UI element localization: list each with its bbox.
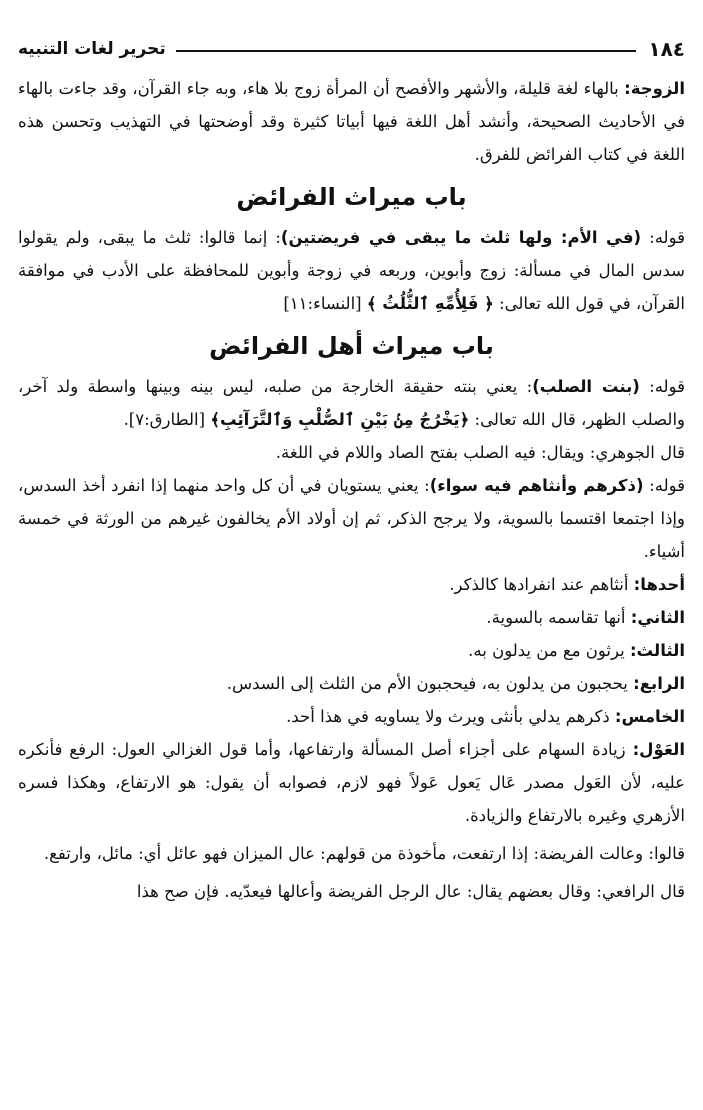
qawluh-label: قوله: xyxy=(641,228,685,247)
awl-paragraph xyxy=(18,733,685,832)
running-header xyxy=(18,34,685,64)
header-rule xyxy=(176,50,637,52)
quran-verse: ﴿ فَلِأُمِّهِ ٱلثُّلُثُ ﴾ xyxy=(366,294,494,313)
book-title: تحرير لغات التنبيه xyxy=(18,39,166,59)
intro-text: بالهاء لغة قليلة، والأشهر والأفصح أن المرأة زوج بلا هاء، وبه جاء القرآن، وقد جاءت بالهاء في الأحاديث الصحيحة، وأنشد أهل اللغة فيها أبياتا كثيرة وقد أوضحتها في التهذيب وتحسن هذه اللغة في كتاب الفرائض للفرق. xyxy=(18,79,685,164)
awl-text: زيادة السهام على أجزاء أصل المسألة وارتفاعها، وأما قول الغزالي العول: الرفع فأنكره عليه، لأن العَول مصدر عَال يَعول عَولاً فهو لازم، فصوابه أن يقول: هو الارتفاع، وهكذا فسره الأزهري وغيره بالارتفاع والزيادة. xyxy=(18,740,685,825)
quran-verse: ﴿يَخْرُجُ مِنۢ بَيْنِ ٱلصُّلْبِ وَٱلتَّرَآئِبِ﴾ xyxy=(210,410,470,429)
page-content xyxy=(18,72,685,908)
list-item-term: الثاني: xyxy=(630,608,685,627)
bint-sulb-text: : يعني بنته حقيقة الخارجة من صلبه، ليس بينه وبينها واسطة ولد آخر، والصلب الظهر، قال الله تعالى: xyxy=(18,377,685,429)
list-item xyxy=(18,700,685,733)
list-item-text: يرثون مع من يدلون به. xyxy=(468,641,630,660)
term-awl: العَوْل: xyxy=(632,740,685,759)
list-item-term: الخامس: xyxy=(614,707,685,726)
list-item-term: أحدها: xyxy=(633,575,685,594)
list-item-text: أنثاهم عند انفرادها كالذكر. xyxy=(449,575,634,594)
jawhari-paragraph: قال الجوهري: ويقال: فيه الصلب بفتح الصاد واللام في اللغة. xyxy=(275,443,685,462)
intro-paragraph xyxy=(18,72,685,171)
quoted-phrase: (ذكرهم وأنثاهم فيه سواء) xyxy=(429,476,644,495)
qawluh-label: قوله: xyxy=(643,476,686,495)
list-item-text: ذكرهم يدلي بأنثى ويرث ولا يساويه في هذا أحد. xyxy=(286,707,615,726)
list-item xyxy=(18,568,685,601)
quoted-phrase: (بنت الصلب) xyxy=(532,377,640,396)
section1-text: : إنما قالوا: ثلث ما يبقى، ولم يقولوا سدس المال في مسألة: زوج وأبوين، وربعه في زوجة وأبوين للمحافظة على الأدب في موافقة القرآن، في قول الله تعالى: xyxy=(18,228,685,313)
list-item xyxy=(18,601,685,634)
verse-reference: [النساء:١١] xyxy=(283,294,367,313)
dhakarahum-text: : يعني يستويان في أن كل واحد منهما إذا انفرد أخذ السدس، وإذا اجتمعا اقتسما بالسوية، ولا يرجح الذكر، ثم إن أولاد الأم يخالفون غيرهم من الورثة في خمسة أشياء. xyxy=(18,476,685,561)
list-item-term: الثالث: xyxy=(629,641,685,660)
list-item-text: يحجبون من يدلون به، فيحجبون الأم من الثلث إلى السدس. xyxy=(226,674,634,693)
section-title-mirath-faraid: باب ميراث الفرائض xyxy=(236,183,467,211)
page-number: ١٨٤ xyxy=(648,37,685,61)
list-item-term: الرابع: xyxy=(633,674,685,693)
bint-sulb-paragraph xyxy=(18,370,685,436)
rafii-paragraph: قال الرافعي: وقال بعضهم يقال: عال الرجل الفريضة وأعالها فيعدّيه. فإن صح هذا xyxy=(136,882,685,901)
list-item xyxy=(18,634,685,667)
list-item-text: أنها تقاسمه بالسوية. xyxy=(486,608,631,627)
section-title-mirath-ahl-faraid: باب ميراث أهل الفرائض xyxy=(209,332,494,360)
qawluh-label: قوله: xyxy=(639,377,685,396)
verse-reference: [الطارق:٧]. xyxy=(123,410,211,429)
list-item xyxy=(18,667,685,700)
term-zawja: الزوجة: xyxy=(624,79,685,98)
dhakarahum-paragraph xyxy=(18,469,685,568)
section1-paragraph xyxy=(18,221,685,320)
quoted-phrase: (في الأم: ولها ثلث ما يبقى في فريضتين) xyxy=(280,228,642,247)
alat-faridah-paragraph: قالوا: وعالت الفريضة: إذا ارتفعت، مأخوذة من قولهم: عال الميزان فهو عائل أي: مائل، وارتفع. xyxy=(43,844,685,863)
